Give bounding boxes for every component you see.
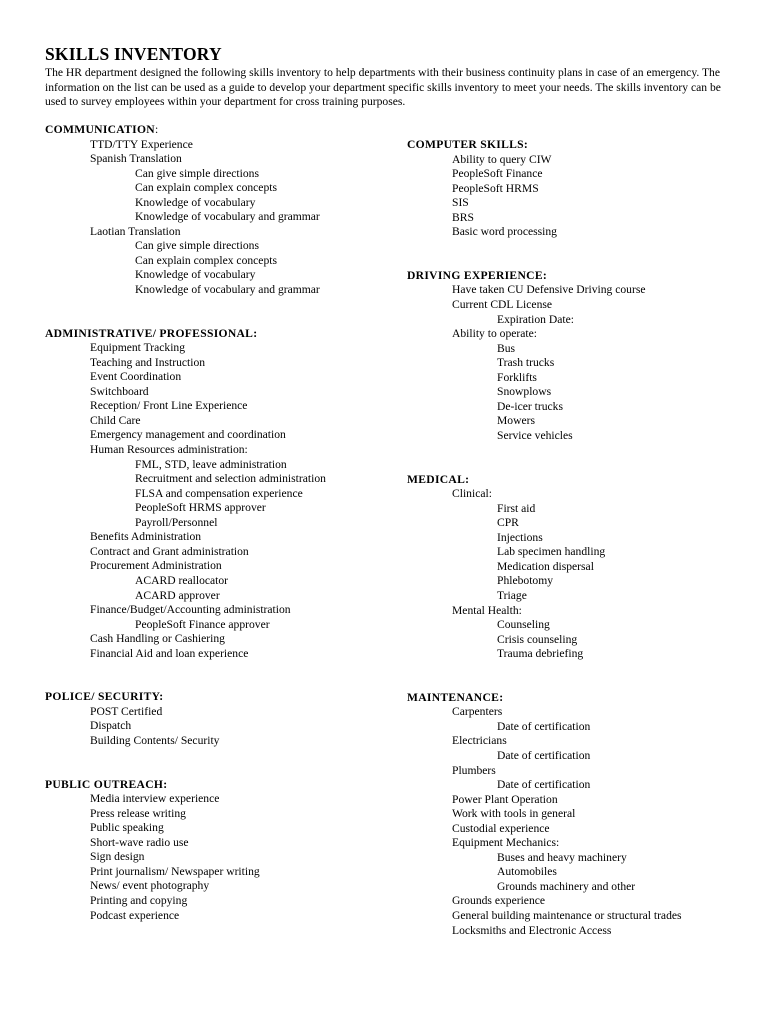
skill-item: PeopleSoft Finance <box>452 167 543 181</box>
section-heading-text: MAINTENANCE: <box>407 690 504 704</box>
section-heading <box>407 691 737 706</box>
skill-item: Grounds experience <box>452 894 546 908</box>
skill-item: Print journalism/ Newspaper writing <box>90 864 260 878</box>
skill-item: Carpenters <box>452 705 503 719</box>
sub-skill-item: Can explain complex concepts <box>135 181 277 195</box>
skill-item: Human Resources administration: <box>90 443 248 457</box>
skill-item: Mental Health: <box>452 603 522 617</box>
skill-item: Building Contents/ Security <box>90 733 220 747</box>
document-title: SKILLS INVENTORY <box>45 44 222 64</box>
section-maintenance <box>407 691 737 938</box>
section-heading <box>407 473 737 488</box>
sub-skill-item: Can explain complex concepts <box>135 253 277 267</box>
skill-item: Dispatch <box>90 719 132 733</box>
skill-item: Laotian Translation <box>90 224 181 238</box>
section-public-outreach <box>45 778 395 923</box>
skill-item: Power Plant Operation <box>452 792 558 806</box>
skill-item: Contract and Grant administration <box>90 544 249 558</box>
sub-skill-item: Triage <box>497 588 527 602</box>
skill-item: Printing and copying <box>90 893 188 907</box>
section-driving-experience <box>407 269 737 444</box>
sub-skill-item: PeopleSoft HRMS approver <box>135 501 266 515</box>
skill-item: Have taken CU Defensive Driving course <box>452 283 646 297</box>
sub-skill-item: Trash trucks <box>497 356 555 370</box>
sub-skill-item: Injections <box>497 530 543 544</box>
skill-item: Podcast experience <box>90 908 180 922</box>
skill-item: Child Care <box>90 413 141 427</box>
sub-skill-item: Counseling <box>497 618 550 632</box>
section-heading <box>407 269 737 284</box>
sub-skill-item: Lab specimen handling <box>497 545 606 559</box>
skill-item: Public speaking <box>90 821 164 835</box>
skill-item: Financial Aid and loan experience <box>90 646 249 660</box>
sub-skill-item: Phlebotomy <box>497 574 554 588</box>
sub-skill-item: Can give simple directions <box>135 239 259 253</box>
sub-skill-item: Bus <box>497 341 516 355</box>
section-heading-suffix: : <box>154 123 159 136</box>
sub-skill-item: CPR <box>497 516 519 530</box>
skill-item: Basic word processing <box>452 225 557 239</box>
skill-item: BRS <box>452 210 474 224</box>
sub-skill-item: ACARD reallocator <box>135 573 229 587</box>
sub-skill-item: PeopleSoft Finance approver <box>135 617 270 631</box>
skill-item: Reception/ Front Line Experience <box>90 399 248 413</box>
sub-skill-item: Trauma debriefing <box>497 647 584 661</box>
sub-skill-item: FML, STD, leave administration <box>135 457 287 471</box>
skill-item: Short-wave radio use <box>90 835 189 849</box>
skill-item: Custodial experience <box>452 821 550 835</box>
skill-item: Teaching and Instruction <box>90 355 206 369</box>
skill-item: Procurement Administration <box>90 559 222 573</box>
skill-item: Plumbers <box>452 763 496 777</box>
skill-item: Event Coordination <box>90 370 182 384</box>
section-medical <box>407 473 737 662</box>
sub-skill-item: Service vehicles <box>497 428 573 442</box>
sub-skill-item: Date of certification <box>497 778 591 792</box>
sub-skill-item: Knowledge of vocabulary and grammar <box>135 210 320 224</box>
skill-item: News/ event photography <box>90 879 210 893</box>
section-heading-text: COMMUNICATION <box>45 123 155 136</box>
sub-skill-item: Crisis counseling <box>497 632 578 646</box>
sub-skill-item: Knowledge of vocabulary and grammar <box>135 283 320 297</box>
skill-item: Equipment Tracking <box>90 341 186 355</box>
section-communication <box>45 123 395 298</box>
section-heading-text: MEDICAL: <box>407 472 470 486</box>
skill-item: PeopleSoft HRMS <box>452 181 539 195</box>
skill-item: SIS <box>452 196 469 210</box>
skill-item: Clinical: <box>452 487 492 501</box>
sub-skill-item: FLSA and compensation experience <box>135 486 303 500</box>
section-heading-text: POLICE/ SECURITY: <box>45 690 164 704</box>
sub-skill-item: Forklifts <box>497 370 537 384</box>
intro-paragraph: The HR department designed the following skills inventory to help departments with their business continuity plans in case of an emergency. The information on the list can be used as a guide to develop your department specific skills inventory to meet your needs. The skills inventory can be used to survey employees within your department for cross training purposes. <box>45 66 721 109</box>
sub-skill-item: First aid <box>497 501 536 515</box>
sub-skill-item: Medication dispersal <box>497 559 594 573</box>
section-spacer <box>45 749 395 778</box>
skill-item: Ability to operate: <box>452 327 538 341</box>
sub-skill-item: Recruitment and selection administration <box>135 472 326 486</box>
section-spacer <box>45 298 395 327</box>
sub-skill-item: ACARD approver <box>135 588 220 602</box>
skill-item: Cash Handling or Cashiering <box>90 632 225 646</box>
skill-item: POST Certified <box>90 704 163 718</box>
sub-skill-item: Snowplows <box>497 385 552 399</box>
section-heading <box>407 138 737 153</box>
sub-skill-item: Date of certification <box>497 719 591 733</box>
sub-skill-item: Can give simple directions <box>135 166 259 180</box>
skill-item: Switchboard <box>90 384 149 398</box>
section-police-security <box>45 690 395 748</box>
sub-skill-item: Payroll/Personnel <box>135 515 218 529</box>
sub-skill-item: Grounds machinery and other <box>497 879 636 893</box>
section-heading-text: ADMINISTRATIVE/ PROFESSIONAL: <box>45 326 258 340</box>
section-computer-skills <box>407 138 737 240</box>
section-heading <box>45 327 395 342</box>
skill-item: Media interview experience <box>90 792 220 806</box>
sub-skill-item: Expiration Date: <box>497 312 574 326</box>
section-spacer <box>45 661 395 690</box>
section-spacer <box>407 662 737 691</box>
skill-item: Finance/Budget/Accounting administration <box>90 603 291 617</box>
section-heading <box>45 778 395 793</box>
left-column <box>45 123 395 923</box>
skill-item: Benefits Administration <box>90 530 202 544</box>
section-spacer <box>407 240 737 269</box>
skill-item: Press release writing <box>90 806 186 820</box>
skill-item: Emergency management and coordination <box>90 428 286 442</box>
sub-skill-item: De-icer trucks <box>497 399 563 413</box>
skill-item: Locksmiths and Electronic Access <box>452 923 612 937</box>
skill-item: Equipment Mechanics: <box>452 836 560 850</box>
section-heading-text: DRIVING EXPERIENCE: <box>407 268 548 282</box>
skill-item: Work with tools in general <box>452 807 576 821</box>
sub-skill-item: Knowledge of vocabulary <box>135 195 256 209</box>
right-column <box>407 138 737 938</box>
sub-skill-item: Buses and heavy machinery <box>497 850 627 864</box>
sub-skill-item: Mowers <box>497 414 535 428</box>
sub-skill-item: Date of certification <box>497 748 591 762</box>
sub-skill-item: Knowledge of vocabulary <box>135 268 256 282</box>
skill-item: Sign design <box>90 850 145 864</box>
skill-item: Spanish Translation <box>90 152 182 166</box>
section-administrative-professional <box>45 327 395 662</box>
skill-item: Ability to query CIW <box>452 152 552 166</box>
section-heading <box>45 690 395 705</box>
section-spacer <box>407 443 737 472</box>
skill-item: TTD/TTY Experience <box>90 137 193 151</box>
skill-item: Electricians <box>452 734 507 748</box>
section-heading-text: COMPUTER SKILLS: <box>407 138 529 151</box>
sub-skill-item: Automobiles <box>497 865 557 879</box>
skill-item: Current CDL License <box>452 298 553 312</box>
section-heading-text: PUBLIC OUTREACH: <box>45 777 168 791</box>
section-heading <box>45 123 395 138</box>
skill-item: General building maintenance or structural trades <box>452 908 682 922</box>
